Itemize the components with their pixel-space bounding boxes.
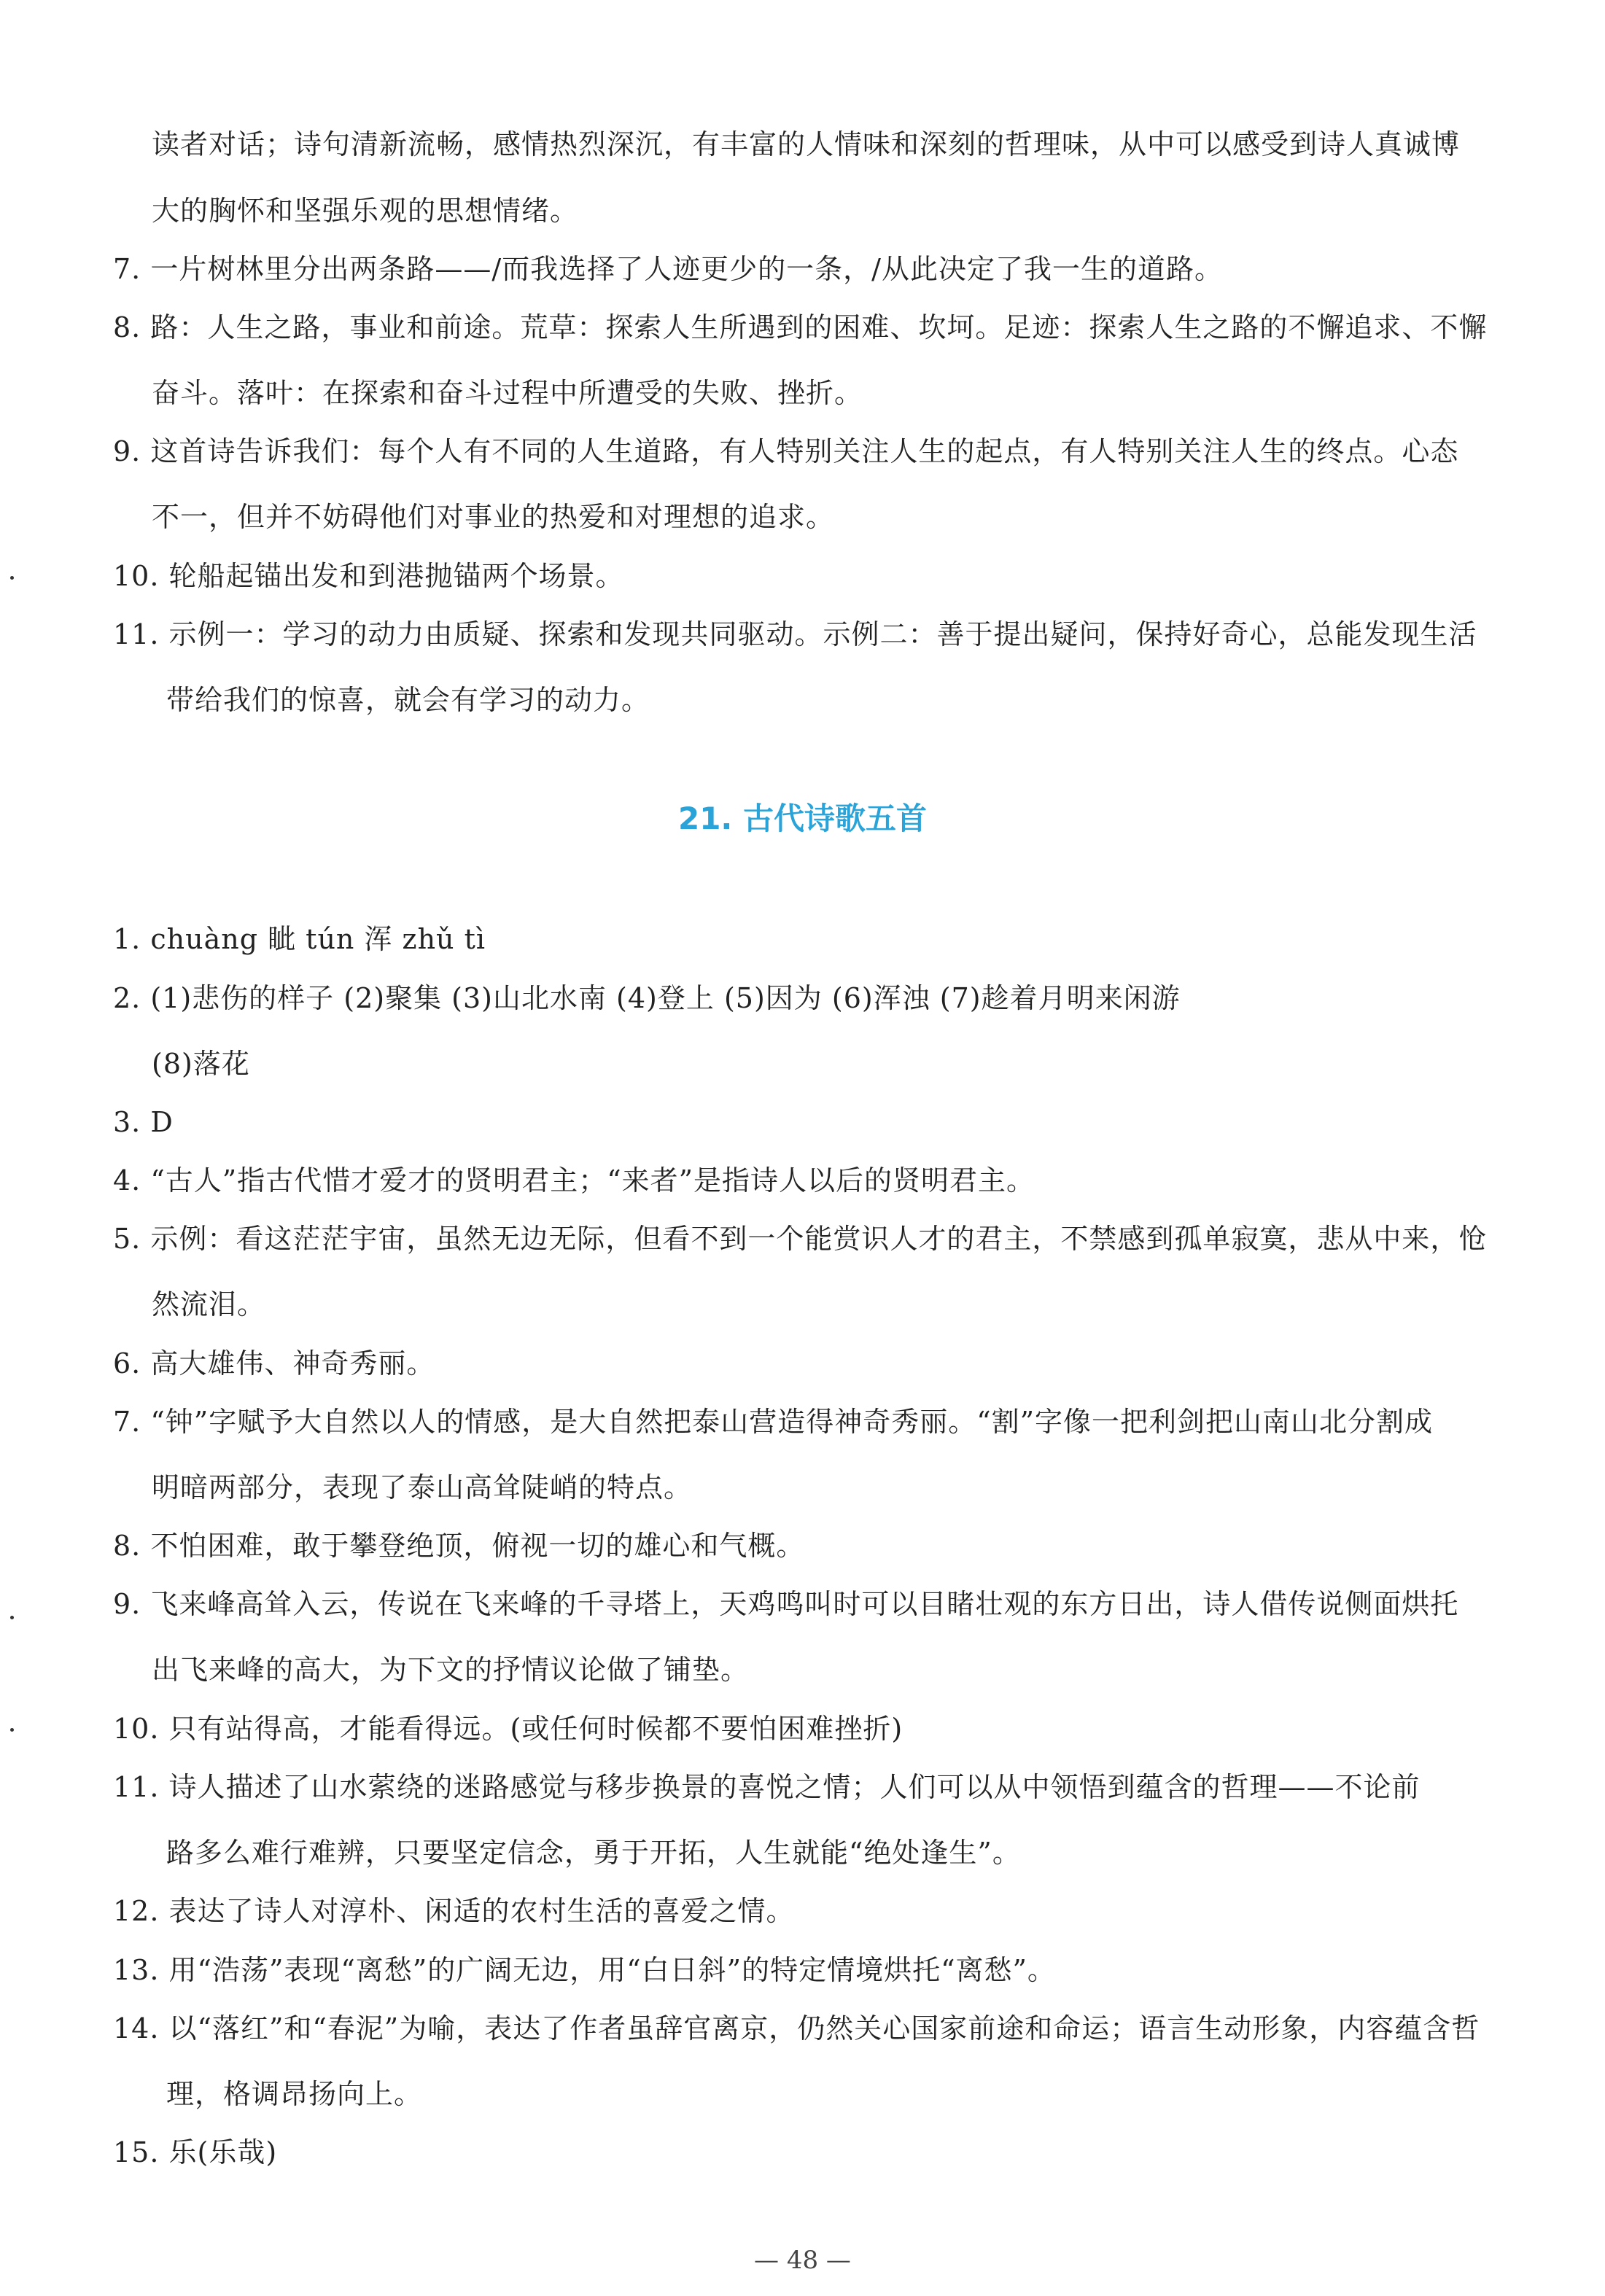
- scan-speck: [10, 576, 14, 580]
- scan-speck: [10, 1616, 14, 1619]
- answer-line: 路多么难行难辨，只要坚定信念，勇于开拓，人生就能“绝处逢生”。: [166, 1837, 1021, 1869]
- answer-7: 7. “钟”字赋予大自然以人的情感，是大自然把泰山营造得神奇秀丽。“割”字像一把利剑把山南山北分割成: [113, 1406, 1434, 1438]
- answer-3: 3. D: [113, 1106, 174, 1138]
- answer-12: 12. 表达了诗人对淳朴、闲适的农村生活的喜爱之情。: [113, 1895, 795, 1927]
- answer-line: 不一，但并不妨碍他们对事业的热爱和对理想的追求。: [152, 501, 835, 533]
- answer-2: 2. (1)悲伤的样子 (2)聚集 (3)山北水南 (4)登上 (5)因为 (6)浑浊 (7)趁着月明来闲游: [113, 982, 1181, 1014]
- answer-6: 6. 高大雄伟、神奇秀丽。: [113, 1347, 435, 1379]
- answer-line: 出飞来峰的高大，为下文的抒情议论做了铺垫。: [152, 1654, 750, 1686]
- answer-11: 11. 诗人描述了山水萦绕的迷路感觉与移步换景的喜悦之情；人们可以从中领悟到蕴含的哲理——不论前: [113, 1771, 1421, 1803]
- answer-15: 15. 乐(乐哉): [113, 2136, 278, 2168]
- answer-10: 10. 只有站得高，才能看得远。(或任何时候都不要怕困难挫折): [113, 1713, 903, 1745]
- section-title: 21. 古代诗歌五首: [677, 801, 928, 836]
- answer-line: 奋斗。落叶：在探索和奋斗过程中所遭受的失败、挫折。: [152, 377, 863, 409]
- answer-8: 8. 不怕困难，敢于攀登绝顶，俯视一切的雄心和气概。: [113, 1530, 805, 1562]
- answer-14: 14. 以“落红”和“春泥”为喻，表达了作者虽辞官离京，仍然关心国家前途和命运；语言生动形象，内容蕴含哲: [113, 2012, 1480, 2044]
- answer-line: 带给我们的惊喜，就会有学习的动力。: [166, 684, 650, 716]
- answer-5: 5. 示例：看这茫茫宇宙，虽然无边无际，但看不到一个能赏识人才的君主，不禁感到孤单寂寞，悲从中来，怆: [113, 1223, 1488, 1255]
- answer-11: 11. 示例一：学习的动力由质疑、探索和发现共同驱动。示例二：善于提出疑问，保持好奇心，总能发现生活: [113, 618, 1477, 650]
- answer-9: 9. 飞来峰高耸入云，传说在飞来峰的千寻塔上，天鸡鸣叫时可以目睹壮观的东方日出，诗人借传说侧面烘托: [113, 1588, 1459, 1620]
- answer-4: 4. “古人”指古代惜才爱才的贤明君主；“来者”是指诗人以后的贤明君主。: [113, 1164, 1035, 1196]
- answer-13: 13. 用“浩荡”表现“离愁”的广阔无边，用“白日斜”的特定情境烘托“离愁”。: [113, 1954, 1056, 1986]
- answer-9: 9. 这首诗告诉我们：每个人有不同的人生道路，有人特别关注人生的起点，有人特别关注人生的终点。心态: [113, 435, 1459, 467]
- answer-line: 明暗两部分，表现了泰山高耸陡峭的特点。: [152, 1471, 693, 1503]
- page-number: — 48 —: [754, 2246, 851, 2275]
- answer-line: 读者对话；诗句清新流畅，感情热烈深沉，有丰富的人情味和深刻的哲理味，从中可以感受到诗人真诚博: [152, 128, 1461, 160]
- scan-speck: [10, 1728, 14, 1732]
- answer-1: 1. chuàng 眦 tún 浑 zhǔ tì: [113, 923, 486, 955]
- answer-line: 大的胸怀和坚强乐观的思想情绪。: [152, 195, 579, 227]
- answer-8: 8. 路：人生之路，事业和前途。荒草：探索人生所遇到的困难、坎坷。足迹：探索人生之路的不懈追求、不懈: [113, 311, 1488, 343]
- answer-line: (8)落花: [152, 1048, 250, 1080]
- answer-line: 理，格调昂扬向上。: [166, 2078, 423, 2110]
- answer-10: 10. 轮船起锚出发和到港抛锚两个场景。: [113, 560, 624, 592]
- answer-line: 然流泪。: [152, 1288, 266, 1320]
- answer-7: 7. 一片树林里分出两条路——/而我选择了人迹更少的一条，/从此决定了我一生的道路。: [113, 253, 1223, 285]
